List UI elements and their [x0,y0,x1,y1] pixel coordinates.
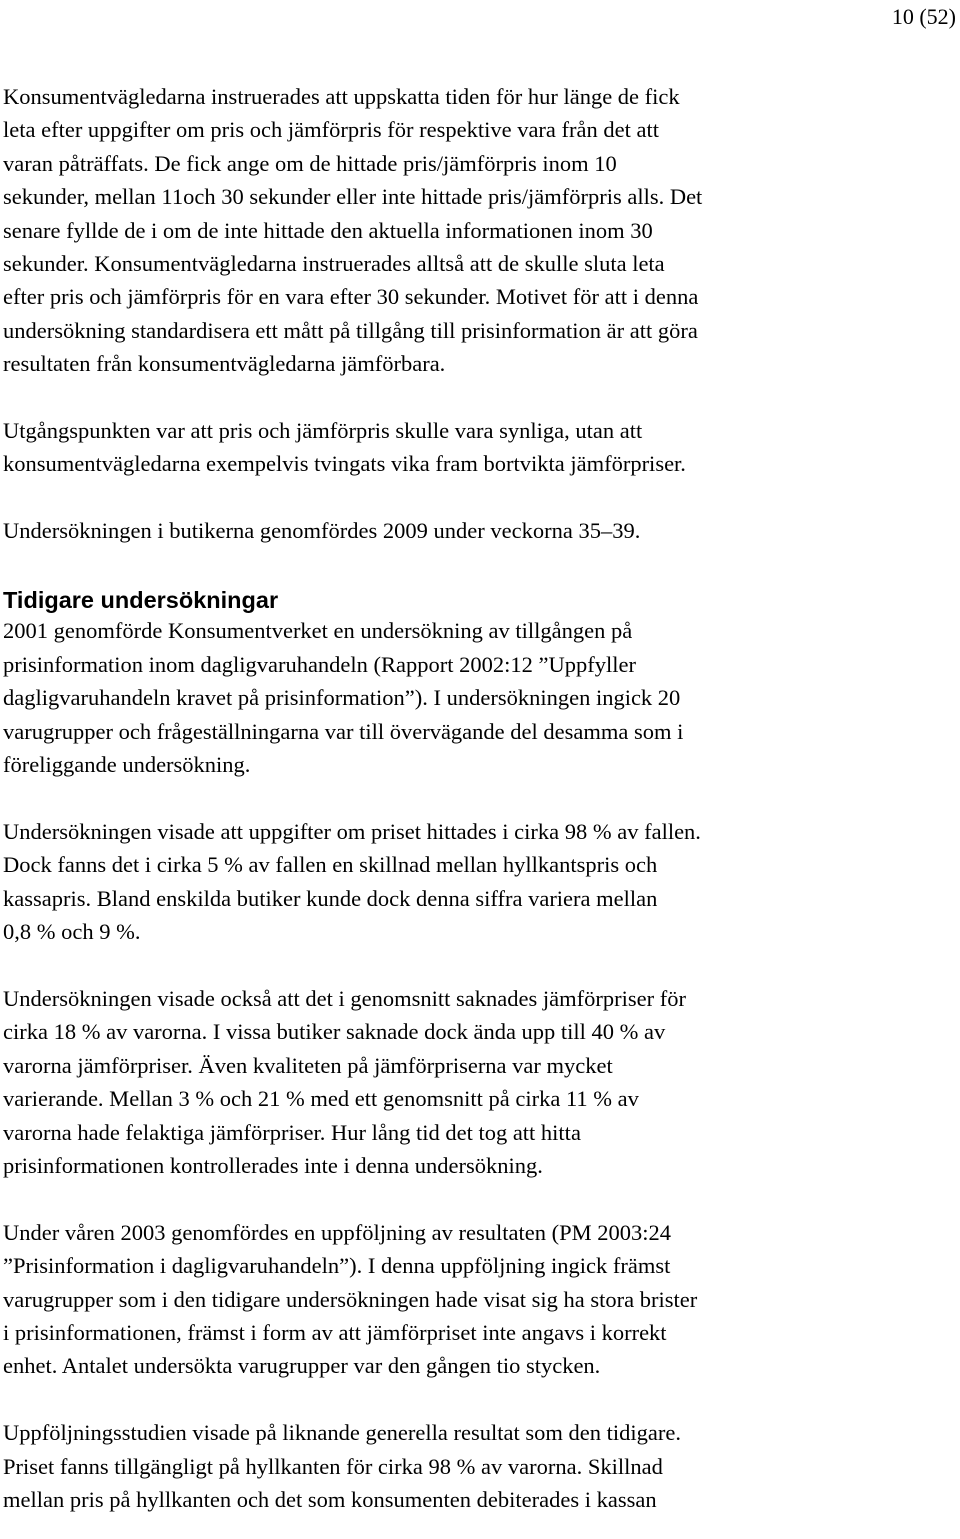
document-body [3,80,953,1516]
text-line: undersökning standardisera ett mått på tillgång till prisinformation är att göra [3,317,698,343]
text-line: prisinformationen kontrollerades inte i denna undersökning. [3,1152,543,1178]
paragraph-survey-period [3,514,953,547]
text-line: Undersökningen i butikerna genomfördes 2009 under veckorna 35–39. [3,518,641,544]
paragraph-time-estimation [3,80,953,381]
section-heading: Tidigare undersökningar [3,587,279,614]
paragraph-2001-survey [3,614,953,781]
text-line: Dock fanns det i cirka 5 % av fallen en skillnad mellan hyllkantspris och [3,852,658,878]
text-line: mellan pris på hyllkanten och det som konsumenten debiterades i kassan [3,1486,657,1512]
text-line: enhet. Antalet undersökta varugrupper var den gången tio stycken. [3,1353,601,1379]
text-line: varan påträffats. De fick ange om de hittade pris/jämförpris inom 10 [3,150,617,176]
text-line: varugrupper som i den tidigare undersökningen hade visat sig ha stora brister [3,1286,698,1312]
paragraph-spacer [3,381,953,414]
text-line: resultaten från konsumentvägledarna jämförbara. [3,351,446,377]
paragraph-2003-followup [3,1216,953,1383]
text-line: 2001 genomförde Konsumentverket en undersökning av tillgången på [3,618,633,644]
text-line: Under våren 2003 genomfördes en uppföljning av resultaten (PM 2003:24 [3,1219,671,1245]
text-line: efter pris och jämförpris för en vara efter 30 sekunder. Motivet för att i denna [3,284,699,310]
text-line: dagligvaruhandeln kravet på prisinformation”). I undersökningen ingick 20 [3,685,681,711]
paragraph-starting-point [3,414,953,481]
text-line: 0,8 % och 9 %. [3,919,141,945]
text-line: Konsumentvägledarna instruerades att uppskatta tiden för hur länge de fick [3,84,680,109]
text-line: varorna jämförpriser. Även kvaliteten på jämförpriserna var mycket [3,1052,613,1078]
text-line: sekunder. Konsumentvägledarna instruerades alltså att de skulle sluta leta [3,251,665,277]
text-line: ”Prisinformation i dagligvaruhandeln”). I denna uppföljning ingick främst [3,1253,671,1279]
paragraph-spacer [3,1383,953,1416]
text-line: konsumentvägledarna exempelvis tvingats vika fram bortvikta jämförpriser. [3,451,686,477]
paragraph-spacer [3,481,953,514]
paragraph-spacer [3,1182,953,1215]
paragraph-followup-results [3,1416,953,1516]
text-line: Undersökningen visade att uppgifter om priset hittades i cirka 98 % av fallen. [3,818,701,844]
paragraph-spacer [3,548,953,581]
text-line: föreliggande undersökning. [3,752,251,778]
paragraph-spacer [3,949,953,982]
paragraph-price-results [3,815,953,949]
page-number: 10 (52) [891,4,956,29]
text-line: Uppföljningsstudien visade på liknande generella resultat som den tidigare. [3,1420,681,1446]
text-line: sekunder, mellan 11och 30 sekunder eller inte hittade pris/jämförpris alls. Det [3,184,703,210]
text-line: Undersökningen visade också att det i genomsnitt saknades jämförpriser för [3,985,686,1011]
text-line: kassapris. Bland enskilda butiker kunde dock denna siffra variera mellan [3,885,658,911]
text-line: varorna hade felaktiga jämförpriser. Hur lång tid det tog att hitta [3,1119,581,1145]
text-line: Priset fanns tillgängligt på hyllkanten för cirka 98 % av varorna. Skillnad [3,1453,663,1479]
text-line: leta efter uppgifter om pris och jämförpris för respektive vara från det att [3,117,659,143]
paragraph-spacer [3,781,953,814]
text-line: cirka 18 % av varorna. I vissa butiker saknade dock ända upp till 40 % av [3,1019,666,1045]
text-line: prisinformation inom dagligvaruhandeln (Rapport 2002:12 ”Uppfyller [3,651,636,677]
text-line: varugrupper och frågeställningarna var till övervägande del desamma som i [3,718,684,744]
paragraph-comparison-price-results [3,982,953,1182]
text-line: Utgångspunkten var att pris och jämförpris skulle vara synliga, utan att [3,418,643,444]
text-line: senare fyllde de i om de inte hittade den aktuella informationen inom 30 [3,217,653,243]
text-line: varierande. Mellan 3 % och 21 % med ett genomsnitt på cirka 11 % av [3,1086,639,1112]
text-line: i prisinformationen, främst i form av att jämförpriset inte angavs i korrekt [3,1319,667,1345]
